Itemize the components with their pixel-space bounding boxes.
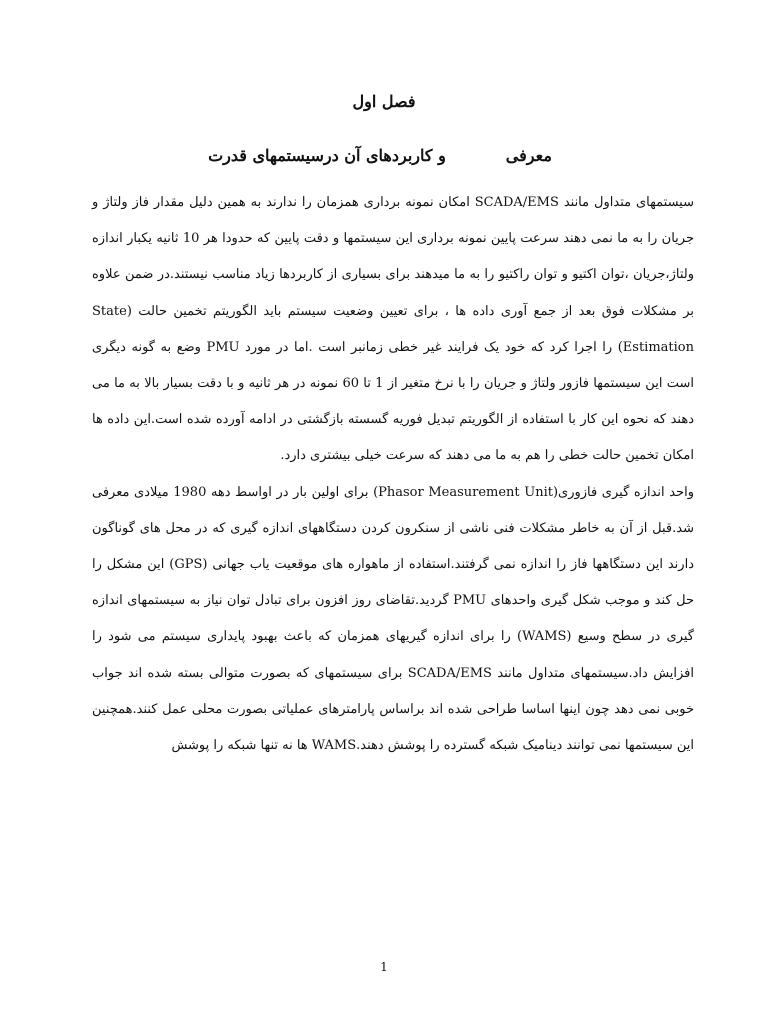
section-title-right: معرفی — [505, 146, 552, 165]
paragraph-1: سیستمهای متداول مانند SCADA/EMS امکان نمونه برداری همزمان را ندارند به همین دلیل مقدار فاز ولتاژ و جریان را به ما نمی دهند سرعت پایین نمونه برداری این سیستمها و دقت پایین که حدودا هر 10 ثانیه یکبار اندازه ولتاژ،جریان ،توان اکتیو و توان راکتیو را به ما میدهند برای بسیاری از کاربردها زیاد مناسب نیستند.در ضمن علاوه بر مشکلات فوق بعد از جمع آوری داده ها ، برای تعیین وضعیت سیستم باید الگوریتم تخمین حالت (State Estimation) را اجرا کرد که خود یک فرایند غیر خطی زمانبر است .اما در مورد PMU وضع به گونه دیگری است این سیستمها فازور ولتاژ و جریان را با نرخ متغیر از 1 تا 60 نمونه در هر ثانیه و با دقت بسیار بالا به ما می دهند که نحوه این کار با استفاده از الگوریتم تبدیل فوریه گسسته بازگشتی در ادامه آورده شده است.این داده ها امکان تخمین حالت خطی را هم به ما می دهند که سرعت خیلی بیشتری دارد. — [92, 195, 694, 464]
section-title — [180, 146, 580, 165]
chapter-title: فصل اول — [352, 92, 416, 111]
body-text — [92, 185, 694, 764]
section-title-left: و کاربردهای آن درسیستمهای قدرت — [208, 146, 446, 165]
paragraph-2: واحد اندازه گیری فازوری(Phasor Measurement Unit) برای اولین بار در اواسط دهه 1980 میلادی معرفی شد.قبل از آن به خاطر مشکلات فنی ناشی از سنکرون کردن دستگاههای اندازه گیری که در محل های گوناگون دارند این دستگاهها فاز را اندازه نمی گرفتند.استفاده از ماهواره های موقعیت یاب جهانی (GPS) این مشکل را حل کند و موجب شکل گیری واحدهای PMU گردید.تقاضای روز افزون برای تبادل توان نیاز به سیستمهای اندازه گیری در سطح وسیع (WAMS) را برای اندازه گیریهای همزمان که باعث بهبود پایداری سیستم می شود را افزایش داد.سیستمهای متداول مانند SCADA/EMS برای سیستمهای که بصورت متوالی بسته شده اند جواب خوبی نمی دهد چون اینها اساسا طراحی شده اند براساس پارامترهای عملیاتی بصورت محلی عمل کنند.همچنین این سیستمها نمی توانند دینامیک شبکه گسترده را پوشش دهند.WAMS ها نه تنها شبکه را پوشش — [92, 484, 694, 754]
page-number: 1 — [380, 960, 388, 974]
